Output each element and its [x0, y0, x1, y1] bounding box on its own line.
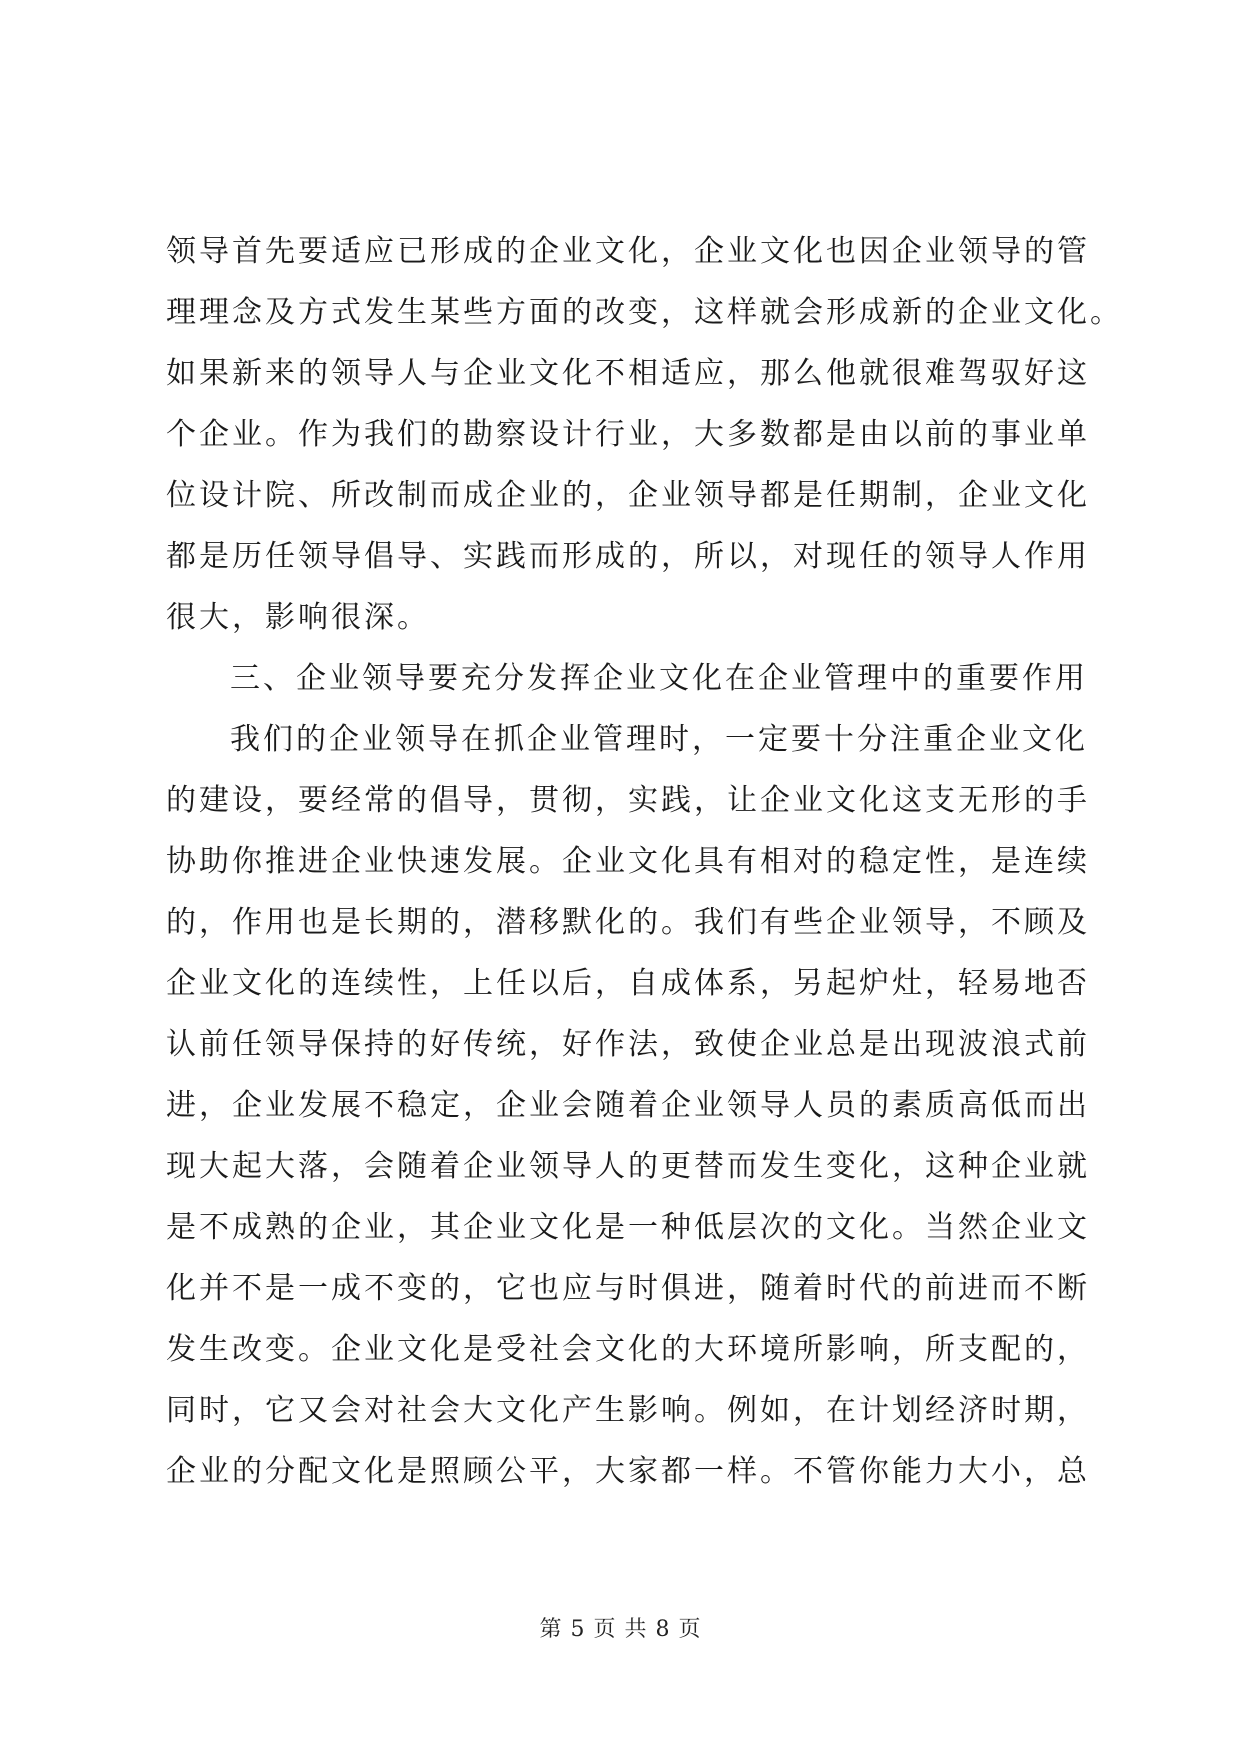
section-heading: 三、企业领导要充分发挥企业文化在企业管理中的重要作用 — [230, 661, 1088, 696]
text-line: 都是历任领导倡导、实践而形成的，所以，对现任的领导人作用 — [166, 539, 1090, 574]
text-line: 理理念及方式发生某些方面的改变，这样就会形成新的企业文化。 — [166, 295, 1123, 330]
text-line: 如果新来的领导人与企业文化不相适应，那么他就很难驾驭好这 — [166, 356, 1090, 391]
text-line: 协助你推进企业快速发展。企业文化具有相对的稳定性，是连续 — [166, 844, 1090, 879]
text-line: 是不成熟的企业，其企业文化是一种低层次的文化。当然企业文 — [166, 1210, 1090, 1245]
text-line: 企业的分配文化是照顾公平，大家都一样。不管你能力大小，总 — [166, 1454, 1090, 1489]
text-line: 的建设，要经常的倡导，贯彻，实践，让企业文化这支无形的手 — [166, 783, 1090, 818]
text-line: 进，企业发展不稳定，企业会随着企业领导人员的素质高低而出 — [166, 1088, 1090, 1123]
text-line: 化并不是一成不变的，它也应与时俱进，随着时代的前进而不断 — [166, 1271, 1090, 1306]
text-line: 发生改变。企业文化是受社会文化的大环境所影响，所支配的， — [166, 1332, 1090, 1367]
text-line: 领导首先要适应已形成的企业文化，企业文化也因企业领导的管 — [166, 234, 1090, 269]
text-line: 很大，影响很深。 — [166, 600, 430, 635]
paragraph-first-line: 我们的企业领导在抓企业管理时，一定要十分注重企业文化 — [230, 722, 1088, 757]
text-line: 个企业。作为我们的勘察设计行业，大多数都是由以前的事业单 — [166, 417, 1090, 452]
body-text — [166, 232, 1126, 1513]
text-line: 同时，它又会对社会大文化产生影响。例如，在计划经济时期， — [166, 1393, 1090, 1428]
text-line: 认前任领导保持的好传统，好作法，致使企业总是出现波浪式前 — [166, 1027, 1090, 1062]
page-number-footer: 第 5 页 共 8 页 — [539, 1617, 702, 1642]
text-line: 位设计院、所改制而成企业的，企业领导都是任期制，企业文化 — [166, 478, 1090, 513]
text-line: 企业文化的连续性，上任以后，自成体系，另起炉灶，轻易地否 — [166, 966, 1090, 1001]
text-line: 现大起大落，会随着企业领导人的更替而发生变化，这种企业就 — [166, 1149, 1090, 1184]
text-line: 的，作用也是长期的，潜移默化的。我们有些企业领导，不顾及 — [166, 905, 1090, 940]
